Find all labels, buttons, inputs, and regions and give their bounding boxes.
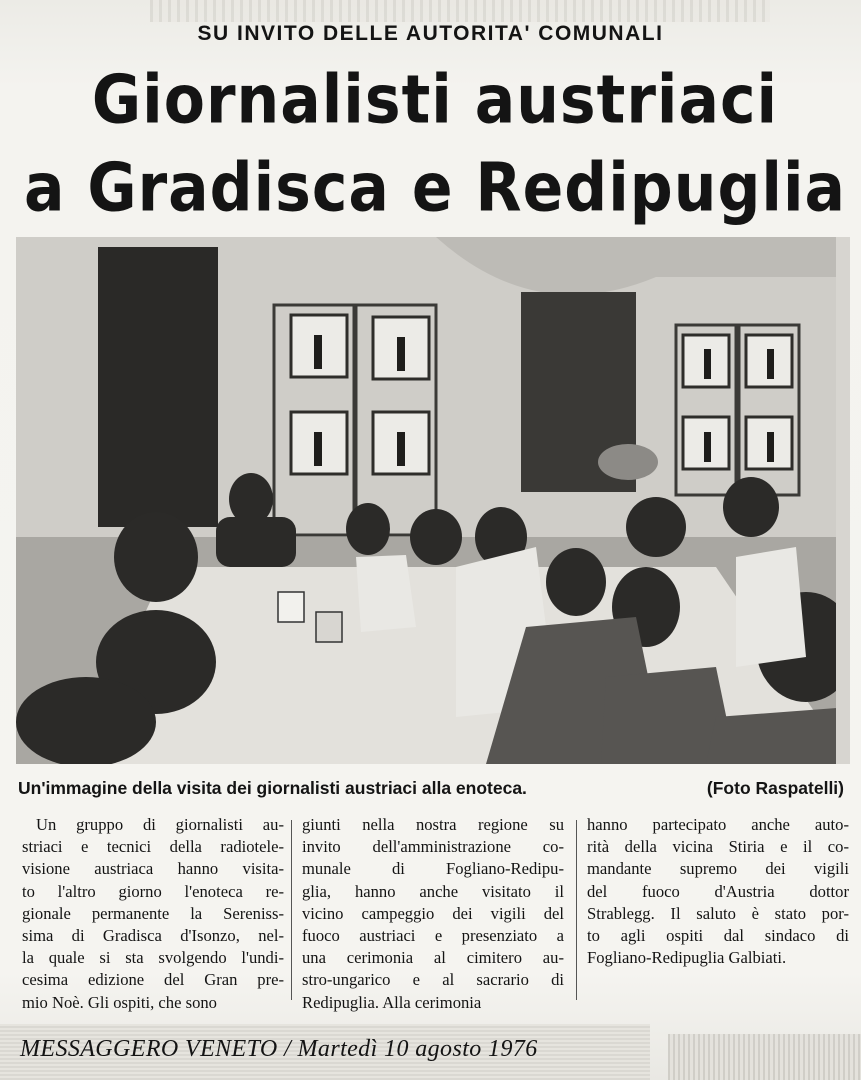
photo-caption-row xyxy=(18,778,844,804)
photo-credit: (Foto Raspatelli) xyxy=(706,778,844,798)
headline-line-2: a Gradisca e Redipuglia xyxy=(23,148,847,228)
text-line: fuoco austriaci e presenziato a xyxy=(302,925,564,945)
text-line: Strablegg. Il saluto è stato por- xyxy=(587,903,849,923)
column-rule xyxy=(576,820,577,1000)
article-column-1 xyxy=(22,814,284,1014)
text-line: visione austriaca hanno visita- xyxy=(22,859,284,879)
text-line: cesima edizione del Gran pre- xyxy=(22,970,284,990)
text-line: la quale si sta svolgendo l'undi- xyxy=(22,948,284,968)
headline-line-1: Giornalisti austriaci xyxy=(91,60,779,140)
text-line: Un gruppo di giornalisti au- xyxy=(36,815,284,834)
text-line: hanno partecipato anche auto- xyxy=(587,815,849,834)
text-line: munale di Fogliano-Redipu- xyxy=(302,859,564,879)
text-line: Redipuglia. Alla cerimonia xyxy=(302,992,482,1012)
photo-caption: Un'immagine della visita dei giornalisti austriaci alla enoteca. xyxy=(18,778,527,798)
text-line: una cerimonia al cimitero au- xyxy=(302,948,564,968)
text-line: del fuoco d'Austria dottor xyxy=(587,881,849,901)
text-line: sima di Gradisca d'Isonzo, nel- xyxy=(22,925,284,945)
text-line: stro-ungarico e al sacrario di xyxy=(302,970,564,990)
text-line: Fogliano-Redipuglia Galbiati. xyxy=(587,948,787,968)
article-column-2 xyxy=(302,814,564,1014)
kicker: SU INVITO DELLE AUTORITA' COMUNALI xyxy=(197,22,664,45)
publication-dateline: MESSAGGERO VENETO / Martedì 10 agosto 1976 xyxy=(20,1036,538,1062)
scan-edge-noise xyxy=(668,1034,861,1080)
text-line: rità della vicina Stiria e il co- xyxy=(587,837,849,857)
article-photo xyxy=(16,237,850,764)
text-line: vicino campeggio dei vigili del xyxy=(302,903,564,923)
article-column-3 xyxy=(587,814,849,969)
text-line: mandante supremo dei vigili xyxy=(587,859,849,879)
text-line: gionale permanente la Sereniss- xyxy=(22,903,284,923)
column-rule xyxy=(291,820,292,1000)
text-line: to l'altro giorno l'enoteca re- xyxy=(22,881,284,901)
scan-noise xyxy=(150,0,770,22)
text-line: mio Noè. Gli ospiti, che sono xyxy=(22,992,217,1012)
text-line: glia, hanno anche visitato il xyxy=(302,881,564,901)
text-line: to agli ospiti dal sindaco di xyxy=(587,925,849,945)
text-line: striaci e tecnici della radiotele- xyxy=(22,837,284,857)
text-line: invito dell'amministrazione co- xyxy=(302,837,564,857)
text-line: giunti nella nostra regione su xyxy=(302,815,564,834)
